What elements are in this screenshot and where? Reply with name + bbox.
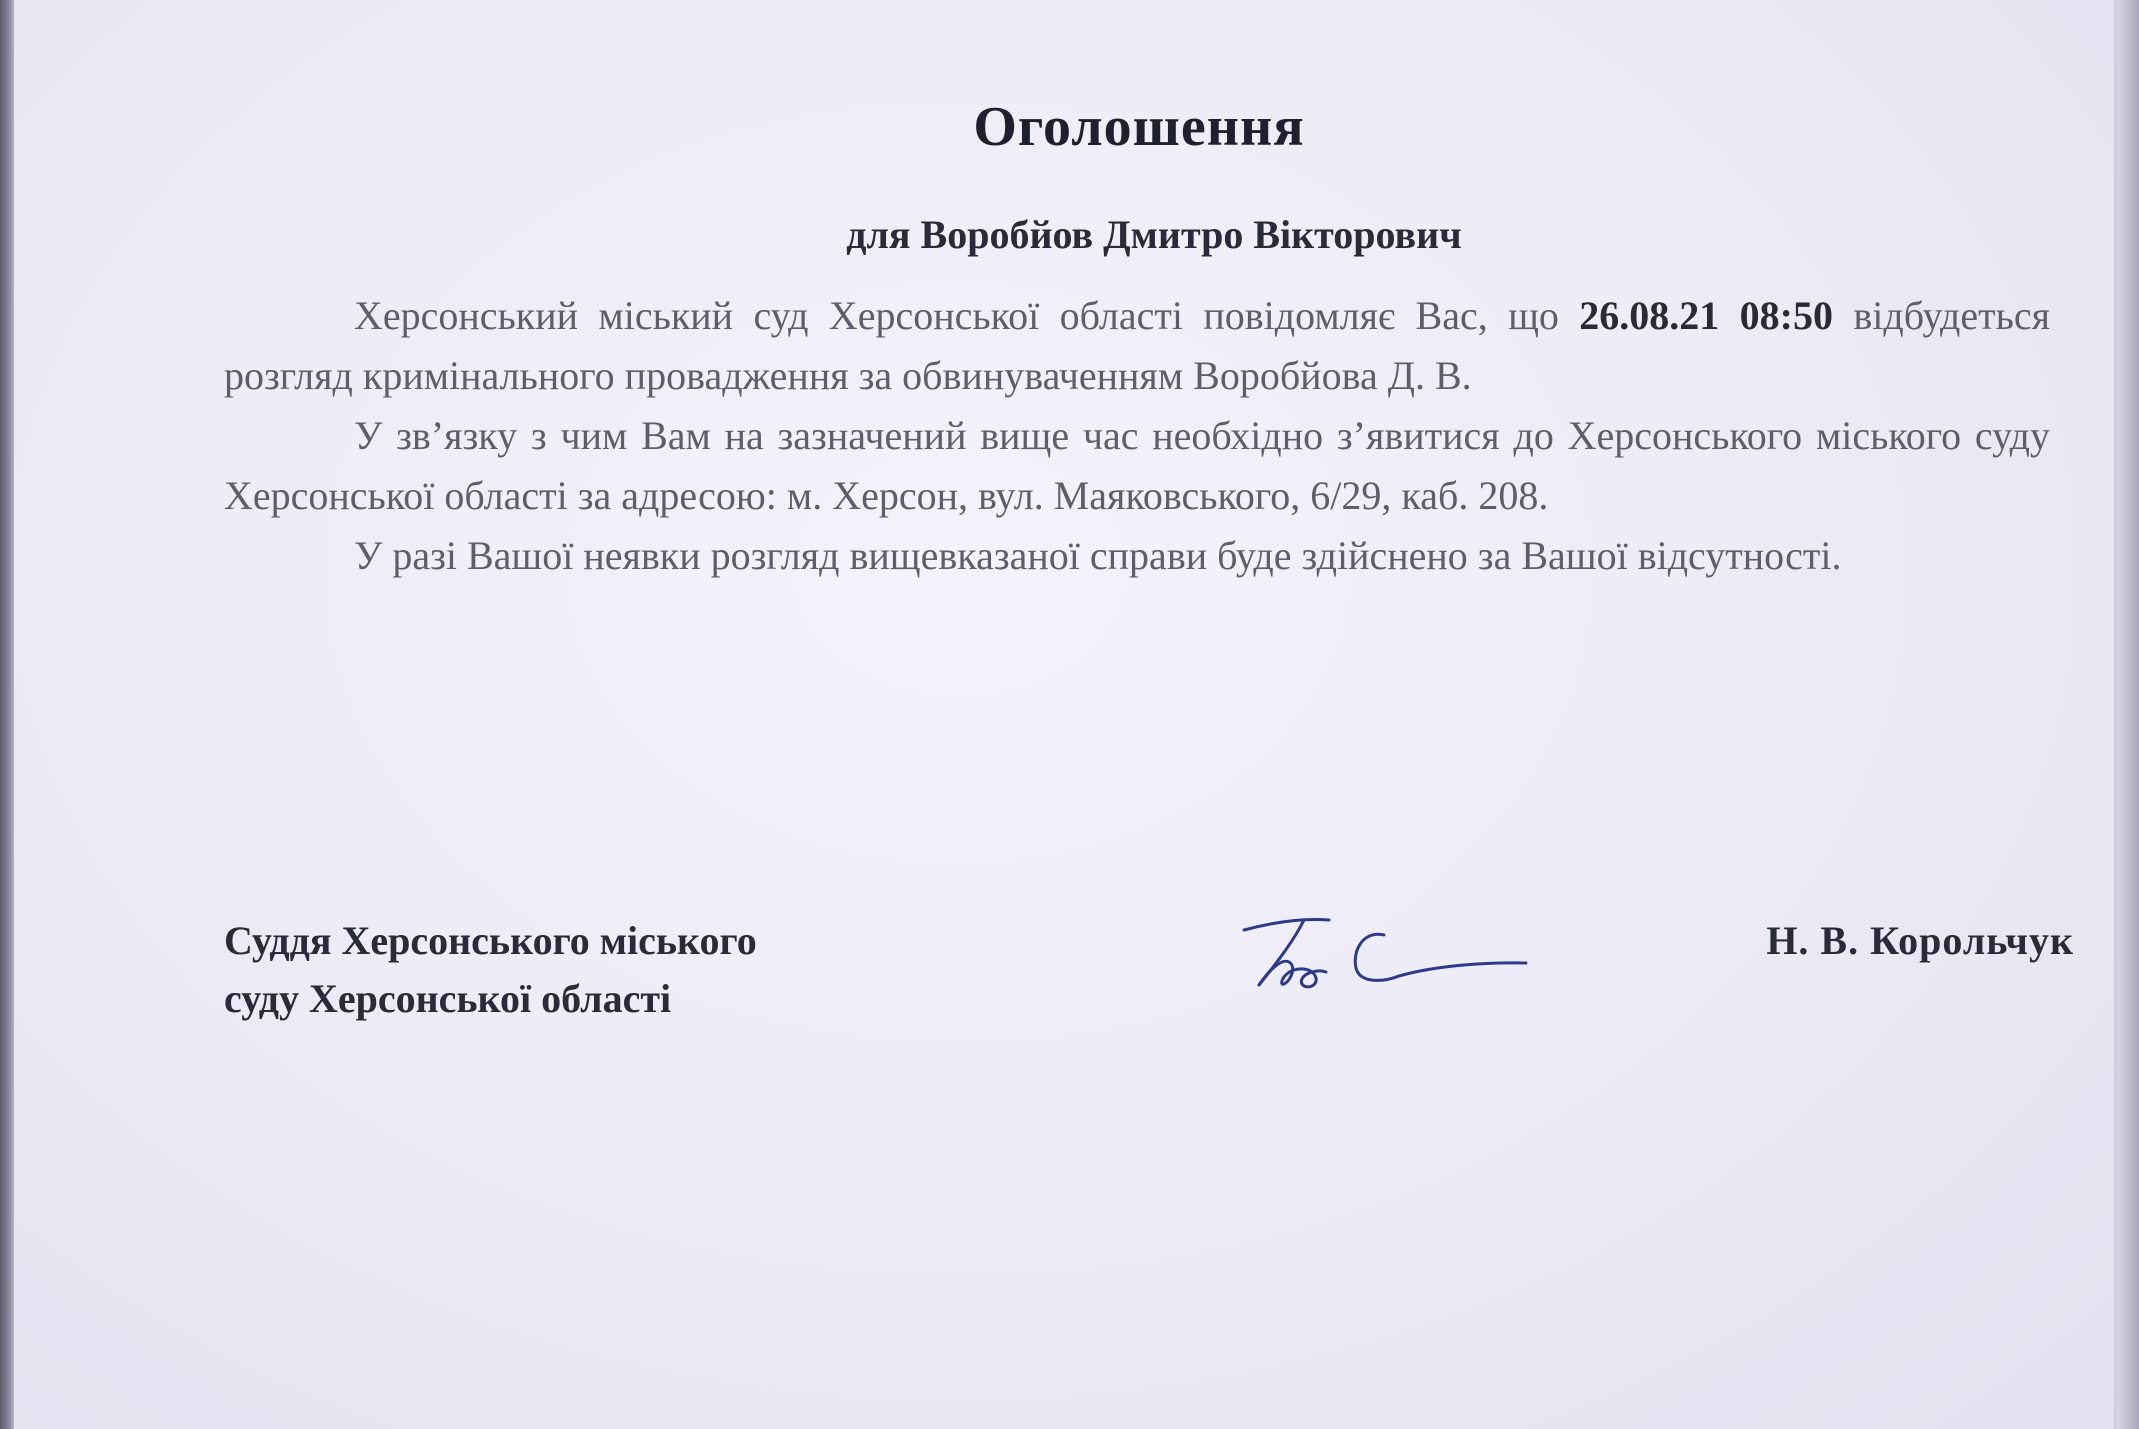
signature-block	[224, 912, 2074, 1032]
handwritten-signature-icon	[1234, 900, 1534, 1000]
judge-title-line-1: Суддя Херсонського міського	[224, 918, 757, 963]
judge-title	[224, 912, 757, 1028]
judge-name: Н. В. Корольчук	[1766, 918, 2074, 963]
paper-edge-right	[2117, 0, 2139, 1429]
addressee-line: для Воробйов Дмитро Вікторович	[846, 212, 1462, 257]
hearing-datetime: 26.08.21 08:50	[1579, 293, 1833, 338]
paragraph-hearing-notice	[224, 286, 2050, 406]
paragraph-hearing-rest: відбудеться розгляд кримінального провадження за обвинуваченням Воробйова Д. В.	[224, 293, 2051, 398]
document-title: Оголошення	[973, 96, 1305, 158]
paragraph-appearance-address: У зв’язку з чим Вам на зазначений вище час необхідно з’явитися до Херсонського міського суду Херсонської області за адресою: м. Херсон, вул. Маяковського, 6/29, каб. 208.	[224, 413, 2050, 518]
paragraph-absence-warning: У разі Вашої неявки розгляд вищевказаної справи буде здійснено за Вашої відсутності.	[354, 533, 1842, 578]
judge-title-line-2: суду Херсонської області	[224, 976, 672, 1021]
paragraph-hearing-intro: Херсонський міський суд Херсонської області повідомляє Вас, що	[354, 293, 1580, 338]
announcement-document	[224, 95, 2052, 586]
